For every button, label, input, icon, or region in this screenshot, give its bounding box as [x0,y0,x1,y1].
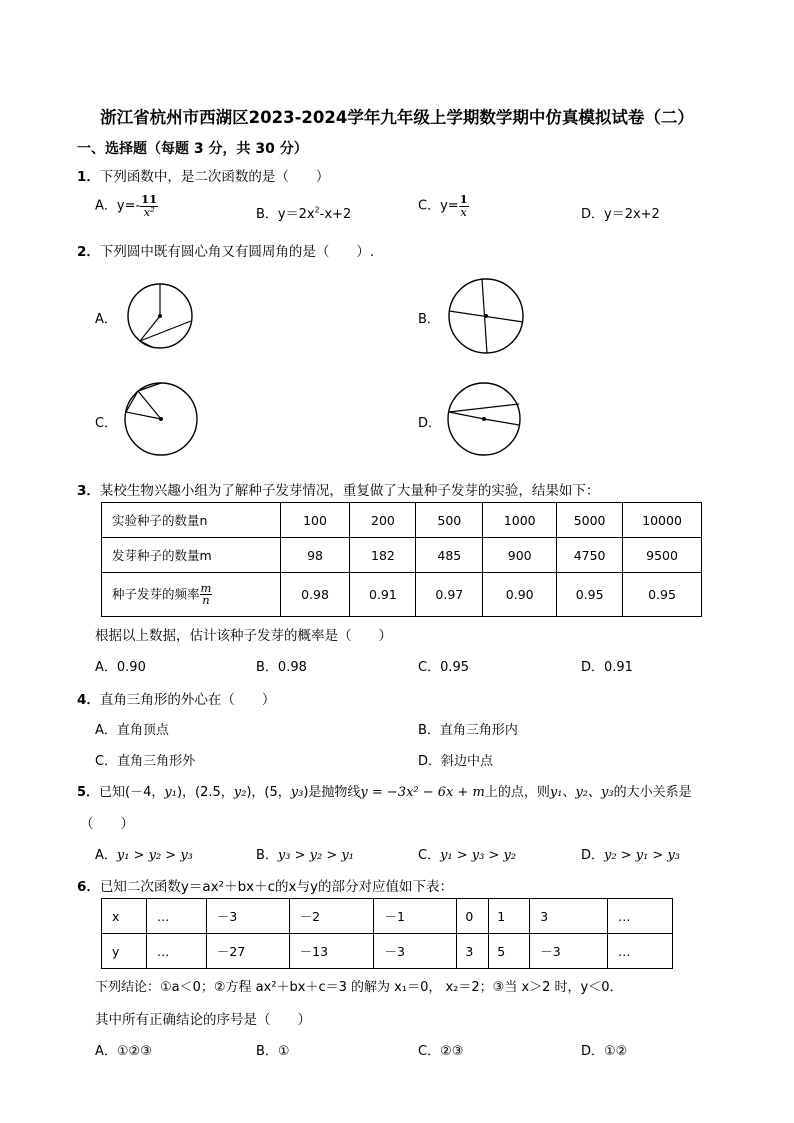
question-text: 直角三角形的外心在（ ） [99,692,276,708]
q3-option-b: B．0.98 [256,660,307,675]
row-label: 种子发芽的频率 [112,586,200,601]
fraction-numerator: m [200,580,212,595]
table-cell: －3 [374,934,457,969]
math-symbol: y₃ [290,785,304,800]
q6-option-a: A．①②③ [95,1044,152,1059]
fraction-denominator: n [202,593,210,607]
table-cell: y [102,934,147,969]
q4-option-d: D．斜边中点 [418,754,494,769]
question-number: 3． [77,483,100,499]
q3-option-d: D．0.91 [581,660,633,675]
q3-followup: 根据以上数据，估计该种子发芽的概率是（ ） [95,628,392,644]
table-cell: －27 [206,934,289,969]
question-3-stem [77,479,599,499]
option-math: y₃ > y₂ > y₁ [277,848,354,863]
table-cell: … [608,934,673,969]
table-cell: … [146,934,206,969]
q5-option-a [95,844,193,863]
option-label: D． [581,848,605,863]
math-symbol: y₁ [549,785,563,800]
math-symbol: y₂ [233,785,247,800]
question-text: )，(2.5， [176,785,234,800]
table-cell: －3 [530,934,608,969]
q3-option-c: C．0.95 [418,660,470,675]
question-text: 已知二次函数y＝ax²＋bx＋c的x与y的部分对应值如下表： [99,879,454,895]
option-text: C．y= [418,198,459,214]
q5-option-c [418,844,516,863]
q1-option-a [95,194,158,218]
table-cell: 9500 [623,538,702,573]
table-row [102,899,673,934]
fraction [140,194,158,218]
parabola-equation: y = −3x² − 6x + m [360,785,485,800]
table-cell: 0.98 [280,573,350,617]
table-cell: 5 [489,934,530,969]
table-cell: 1 [489,899,530,934]
table-cell: 5000 [557,503,623,538]
fraction-denominator: x [460,204,467,219]
table-cell: －3 [206,899,289,934]
question-text: 已知(－4， [99,785,165,800]
table-cell: x [102,899,147,934]
table-cell: 3 [457,934,489,969]
q6-conclusions: 下列结论：①a＜0；②方程 ax²＋bx＋c＝3 的解为 x₁＝0， x₂＝2；③当 x＞2 时，y＜0． [95,980,623,995]
math-symbol: y₃ [601,785,614,800]
option-label: A． [95,848,117,863]
option-label: B． [256,848,278,863]
table-cell: 0.97 [416,573,483,617]
table-cell: 485 [416,538,483,573]
table-cell: 1000 [483,503,557,538]
question-text: )，(5， [246,785,291,800]
table-row [102,573,702,617]
fraction [459,194,469,218]
q1-option-d: D．y＝2x+2 [581,207,660,222]
q2-option-c-label: C． [95,416,118,431]
q6-option-b: B．① [256,1044,290,1059]
question-1-stem [77,165,329,185]
table-cell: 10000 [623,503,702,538]
question-text: 的大小关系是 [613,785,692,800]
table-cell: －2 [289,899,374,934]
q3-option-a: A．0.90 [95,660,146,675]
table-cell: 3 [530,899,608,934]
fraction [200,580,213,607]
option-math: y₂ > y₁ > y₃ [604,848,680,863]
q5-option-b [256,844,354,863]
fraction-numerator: 11 [141,192,158,206]
question-4-stem [77,688,275,708]
question-text: 、 [562,785,576,800]
table-cell: 182 [350,538,416,573]
table-cell: －1 [374,899,457,934]
question-text: 某校生物兴趣小组为了解种子发芽情况，重复做了大量种子发芽的实验，结果如下： [99,483,600,499]
superscript: 2 [314,205,320,215]
option-math: y₁ > y₃ > y₂ [440,848,517,863]
table-cell: 0.90 [483,573,557,617]
question-2-stem [77,240,374,260]
circle-diagram-b [445,276,527,358]
q5-answer-paren: （ ） [80,816,134,832]
table-row [102,538,702,573]
q6-option-d: D．①② [581,1044,628,1059]
xy-value-table [101,898,673,969]
question-text: )是抛物线 [303,785,361,800]
table-cell: 0.95 [623,573,702,617]
math-symbol: y₂ [575,785,589,800]
option-text: A．y=- [95,198,141,214]
q1-option-b [256,203,351,222]
question-number: 6． [77,879,100,895]
q6-option-c: C．②③ [418,1044,464,1059]
table-cell: 98 [280,538,350,573]
q2-option-b-label: B． [418,312,440,327]
fraction-denominator: x² [143,204,155,219]
table-cell: 0.95 [557,573,623,617]
math-symbol: y₁ [164,785,177,800]
q5-option-d [581,844,680,863]
table-header-cell: 发芽种子的数量m [102,538,281,573]
option-label: C． [418,848,441,863]
q1-option-c [418,194,469,218]
question-text: 、 [588,785,602,800]
table-row [102,934,673,969]
question-number: 1． [77,169,100,185]
q2-option-a-label: A． [95,312,117,327]
table-cell: 900 [483,538,557,573]
table-cell: 200 [350,503,416,538]
option-math: y₁ > y₂ > y₃ [116,848,193,863]
question-6-stem [77,875,453,895]
table-cell: 100 [280,503,350,538]
option-text: B．y＝2x [256,207,315,222]
page-title: 浙江省杭州市西湖区2023-2024学年九年级上学期数学期中仿真模拟试卷（二） [100,108,694,127]
table-cell: 500 [416,503,483,538]
q2-option-d-label: D． [418,416,442,431]
circle-diagram-c [120,380,202,460]
table-cell: 4750 [557,538,623,573]
option-text: -x+2 [319,207,352,222]
question-5-stem [77,781,692,800]
question-number: 4． [77,692,100,708]
circle-diagram-d [443,380,525,460]
seed-data-table [101,502,702,617]
table-header-cell [102,573,281,617]
table-row [102,503,702,538]
q4-option-b: B．直角三角形内 [418,723,518,738]
table-header-cell: 实验种子的数量n [102,503,281,538]
question-text: 上的点，则 [484,785,550,800]
section-heading: 一、选择题（每题 3 分，共 30 分） [77,141,308,157]
table-cell: 0 [457,899,489,934]
question-number: 5． [77,785,100,800]
q4-option-a: A．直角顶点 [95,723,169,738]
q6-question: 其中所有正确结论的序号是（ ） [95,1012,311,1028]
q4-option-c: C．直角三角形外 [95,754,196,769]
table-cell: －13 [289,934,374,969]
circle-diagram-a [120,280,200,355]
question-text: 下列圆中既有圆心角又有圆周角的是（ ）. [99,244,375,260]
table-cell: … [146,899,206,934]
table-cell: 0.91 [350,573,416,617]
table-cell: … [608,899,673,934]
question-text: 下列函数中，是二次函数的是（ ） [99,169,330,185]
question-number: 2． [77,244,100,260]
fraction-numerator: 1 [459,192,468,206]
